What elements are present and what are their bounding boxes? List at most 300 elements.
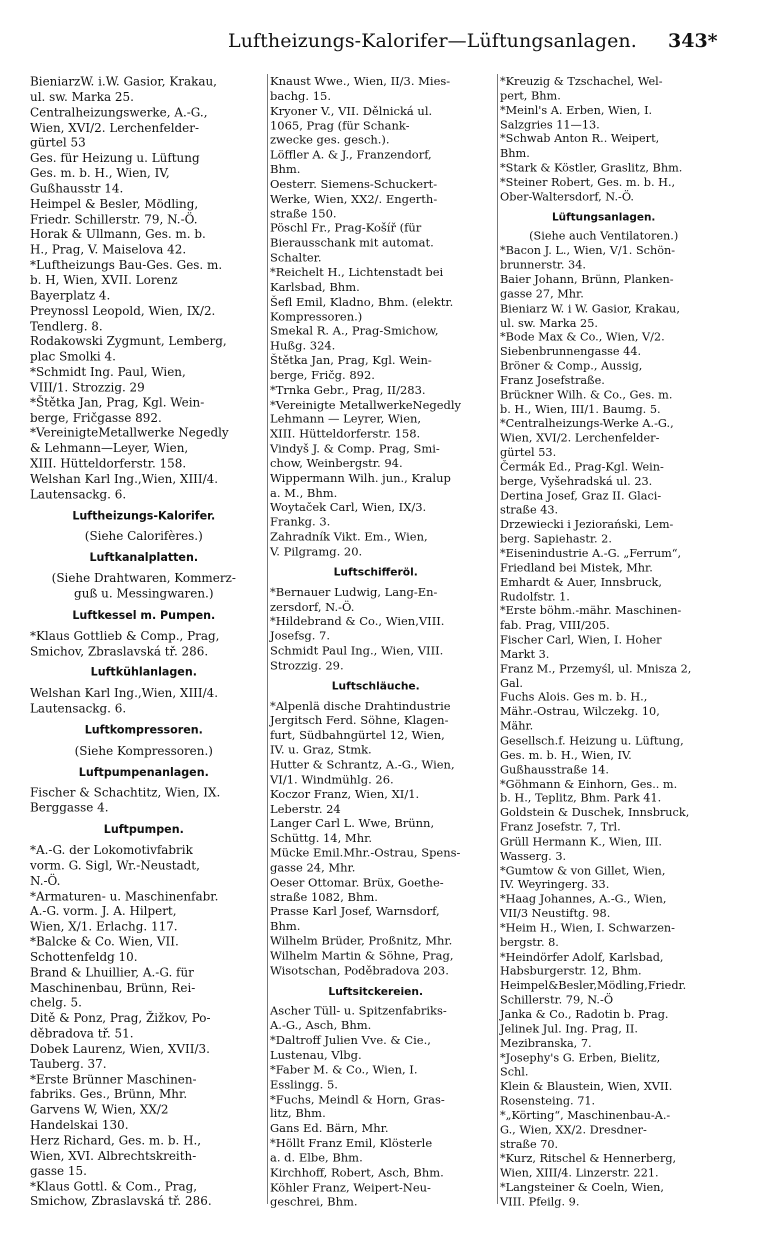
entry-line: Mezibranska, 7. <box>500 1035 592 1050</box>
entry-line: plac Smolki 4. <box>30 349 116 364</box>
entry-line: VIII/1. Strozzig. 29 <box>30 379 145 395</box>
section-heading: Lüftungsanlagen. <box>551 210 656 223</box>
directory-entry <box>500 517 707 546</box>
entry-line: Wien, XVI/2. Lerchenfelder- <box>30 119 199 135</box>
directory-entry <box>30 196 258 227</box>
directory-entry <box>500 132 707 161</box>
page-header <box>0 30 757 58</box>
entry-line: Smichov, Zbraslavská tř. 286. <box>30 643 209 658</box>
entry-line: N.-Ö. <box>30 873 61 888</box>
entry-line: Klein & Blaustein, Wien, XVII. <box>500 1079 673 1093</box>
entry-line: Rudolfstr. 1. <box>500 589 570 603</box>
directory-entry <box>500 604 707 633</box>
entry-line: Mähr.-Ostrau, Wilczekg. 10, <box>500 704 660 719</box>
entry-line: Mücke Emil.Mhr.-Ostrau, Spens- <box>270 845 461 860</box>
entry-line: *Reichelt H., Lichtenstadt bei <box>270 264 444 279</box>
entry-line: A.-G. vorm. J. A. Hilpert, <box>30 903 177 919</box>
entry-line: *Vereinigte MetallwerkeNegedly <box>270 397 462 412</box>
directory-entry <box>500 950 707 979</box>
entry-line: Löffler A. & J., Franzendorf, <box>270 147 432 162</box>
entry-line: Habsburgerstr. 12, Bhm. <box>500 963 642 978</box>
directory-entry <box>500 488 707 517</box>
entry-line: Goldstein & Duschek, Innsbruck, <box>500 805 690 820</box>
directory-entry <box>270 934 481 949</box>
directory-entry <box>500 863 707 892</box>
entry-line: Fuchs Alois. Ges m. b. H., <box>500 690 648 704</box>
directory-entry <box>270 816 481 845</box>
entry-line: Bhm. <box>270 162 301 177</box>
directory-entry <box>30 965 258 1011</box>
entry-line: *Haag Johannes, A.-G., Wien, <box>500 891 667 906</box>
entry-line: Knaust Wwe., Wien, II/3. Mies- <box>270 74 451 88</box>
directory-entry <box>270 500 481 529</box>
entry-line: a. M., Bhm. <box>270 485 338 500</box>
entry-line: Horak & Ullmann, Ges. m. b. <box>30 226 206 242</box>
entry-line: Emhardt & Auer, Innsbruck, <box>500 574 662 589</box>
entry-line: gürtel 53 <box>30 135 86 150</box>
entry-line: *Gumtow & von Gillet, Wien, <box>500 863 666 877</box>
entry-line: *Kurz, Ritschel & Hennerberg, <box>500 1151 677 1165</box>
entry-line: berg. Sapiehastr. 2. <box>500 531 612 546</box>
entry-line: pert, Bhm. <box>500 88 561 103</box>
entry-line: gasse 24, Mhr. <box>270 860 356 875</box>
entry-line: Grüll Hermann K., Wien, III. <box>500 834 663 848</box>
entry-line: Lustenau, Vlbg. <box>270 1047 362 1062</box>
entry-line: Esslingg. 5. <box>270 1077 338 1091</box>
entry-line: Ges. m. b. H., Wien, IV, <box>30 165 170 181</box>
page-number: 343* <box>668 30 718 52</box>
entry-line: děbradova tř. 51. <box>30 1025 134 1041</box>
directory-entry <box>30 303 258 334</box>
directory-entry <box>30 105 258 151</box>
column-divider <box>497 74 498 1204</box>
entry-line: Schottenfeldg 10. <box>30 949 138 964</box>
directory-entry <box>30 257 258 303</box>
directory-entry <box>500 74 707 103</box>
entry-line: Šefl Emil, Kladno, Bhm. (elektr. <box>270 294 454 309</box>
entry-line: Centralheizungswerke, A.-G., <box>30 104 208 120</box>
entry-line: Kirchhoff, Robert, Asch, Bhm. <box>270 1165 444 1180</box>
entry-line: berge, Fričgasse 892. <box>30 410 162 425</box>
entry-line: Fischer & Schachtitz, Wien, IX. <box>30 785 221 800</box>
entry-line: *Klaus Gottlieb & Comp., Prag, <box>30 628 220 643</box>
entry-line: b. H., Teplitz, Bhm. Park 41. <box>500 790 662 805</box>
directory-entry <box>30 1133 258 1179</box>
entry-line: Maschinenbau, Brünn, Rei- <box>30 980 196 995</box>
directory-entry <box>30 888 258 934</box>
directory-entry <box>270 441 481 470</box>
directory-entry <box>30 1011 258 1042</box>
cross-reference-note: (Siehe Kompressoren.) <box>74 742 213 758</box>
directory-entry <box>270 294 481 323</box>
entry-line: *VereinigteMetallwerke Negedly <box>30 425 229 440</box>
section-heading: Luftkühlanlagen. <box>90 665 197 679</box>
page-title: Luftheizungs-Kalorifer—Lüftungsanlagen. <box>228 30 637 52</box>
entry-line: Gußhausstr 14. <box>30 180 124 196</box>
column-right <box>500 74 707 1209</box>
section-heading: Luftschläuche. <box>331 679 420 693</box>
entry-line: *Josephy's G. Erben, Bielitz, <box>500 1050 661 1065</box>
entry-line: *Hildebrand & Co., Wien,VIII. <box>270 614 445 628</box>
entry-line: *Fuchs, Meindl & Horn, Gras- <box>270 1091 445 1106</box>
entry-line: Smichow, Zbraslavská tř. 286. <box>30 1193 212 1209</box>
directory-entry <box>500 388 707 417</box>
entry-line: Frankg. 3. <box>270 514 331 529</box>
entry-line: Dobek Laurenz, Wien, XVII/3. <box>30 1041 210 1056</box>
entry-line: 1065, Prag (für Schank- <box>270 118 410 132</box>
entry-line: *Luftheizungs Bau-Ges. Ges. m. <box>30 257 223 272</box>
entry-line: Franz Josefstraße. <box>500 373 605 387</box>
directory-entry <box>500 575 707 604</box>
directory-entry <box>30 395 258 426</box>
directory-entry <box>500 460 707 489</box>
entry-line: Heimpel&Besler,Mödling,Friedr. <box>500 978 687 992</box>
entry-line: b. H, Wien, XVII. Lorenz <box>30 272 178 288</box>
directory-entry <box>270 1092 481 1121</box>
section-heading: Luftschifferöl. <box>333 565 418 579</box>
entry-line: Fischer Carl, Wien, I. Hoher <box>500 632 662 647</box>
entry-line: Gal. <box>500 675 523 690</box>
entry-line: *Alpenlä dische Drahtindustrie <box>270 698 451 713</box>
entry-line: *Schmidt Ing. Paul, Wien, <box>30 364 186 379</box>
entry-line: Wilhelm Martin & Söhne, Prag, <box>270 948 454 963</box>
cross-reference-note: (Siehe Drahtwaren, Kommerz- <box>51 570 236 586</box>
entry-line: *Erste böhm.-mähr. Maschinen- <box>500 603 682 618</box>
directory-entry <box>270 787 481 816</box>
entry-line: Franz M., Przemyśl, ul. Mnisza 2, <box>500 661 692 675</box>
entry-line: zwecke ges. gesch.). <box>270 132 390 147</box>
directory-entry <box>30 74 258 105</box>
directory-entry <box>500 175 707 204</box>
section-heading: Luftpumpen. <box>103 822 184 836</box>
entry-line: XIII. Hütteldorferstr. 158. <box>30 455 187 471</box>
directory-entry <box>500 777 707 806</box>
entry-line: Strozzig. 29. <box>270 658 344 673</box>
directory-entry <box>500 733 707 776</box>
directory-entry <box>500 632 707 661</box>
entry-line: gasse 27, Mhr. <box>500 286 584 301</box>
directory-entry <box>30 227 258 258</box>
entry-line: Bhm. <box>500 146 530 160</box>
directory-entry <box>270 1004 481 1033</box>
directory-entry <box>270 147 481 176</box>
entry-line: straße 43. <box>500 502 559 517</box>
directory-entry <box>30 150 258 196</box>
entry-line: BieniarzW. i.W. Gasior, Krakau, <box>30 74 217 89</box>
entry-line: Lautensackg. 6. <box>30 486 127 501</box>
entry-line: Vindyš J. & Comp. Prag, Smi- <box>270 441 440 456</box>
entry-line: Jergitsch Ferd. Söhne, Klagen- <box>270 713 449 728</box>
entry-line: H., Prag, V. Maiselova 42. <box>30 242 187 257</box>
directory-entry <box>500 359 707 388</box>
directory-entry <box>270 1033 481 1062</box>
entry-line: *Heindörfer Adolf, Karlsbad, <box>500 949 664 964</box>
entry-line: Köhler Franz, Weipert-Neu- <box>270 1179 431 1194</box>
entry-line: berge, Fričg. 892. <box>270 367 375 382</box>
entry-line: *Armaturen- u. Maschinenfabr. <box>30 888 219 903</box>
entry-line: Wisotschan, Poděbradova 203. <box>270 963 449 977</box>
entry-line: Ditě & Ponz, Prag, Žižkov, Po- <box>30 1010 211 1026</box>
entry-line: Schüttg. 14, Mhr. <box>270 830 372 845</box>
section-heading: Luftkanalplatten. <box>89 550 199 565</box>
entry-line: Dertina Josef, Graz II. Glaci- <box>500 488 662 503</box>
entry-line: Kryoner V., VII. Dělnická ul. <box>270 103 433 118</box>
entry-line: Gans Ed. Bärn, Mhr. <box>270 1121 389 1136</box>
entry-line: Salzgries 11—13. <box>500 117 600 131</box>
entry-line: Mähr. <box>500 718 534 733</box>
entry-line: IV. u. Graz, Stmk. <box>270 742 372 757</box>
directory-entry <box>270 1062 481 1091</box>
entry-line: Prasse Karl Josef, Warnsdorf, <box>270 904 440 919</box>
directory-entry <box>270 74 481 103</box>
entry-line: furt, Südbahngürtel 12, Wien, <box>270 728 445 742</box>
directory-entry <box>500 805 707 834</box>
directory-entry <box>270 846 481 875</box>
directory-entry <box>500 978 707 1007</box>
entry-line: Welshan Karl Ing.,Wien, XIII/4. <box>30 471 219 486</box>
directory-entry <box>500 330 707 359</box>
entry-line: Preynossl Leopold, Wien, IX/2. <box>30 303 216 318</box>
directory-entry <box>500 1180 707 1209</box>
entry-line: Rodakowski Zygmunt, Lemberg, <box>30 333 227 349</box>
entry-line: Schalter. <box>270 250 322 265</box>
directory-entry <box>30 334 258 365</box>
directory-entry <box>30 471 258 502</box>
entry-line: *Steiner Robert, Ges. m. b. H., <box>500 174 676 189</box>
entry-line: *Balcke & Co. Wien, VII. <box>30 934 179 949</box>
entry-line: Wilhelm Brüder, Proßnitz, Mhr. <box>270 933 453 948</box>
directory-entry <box>270 757 481 786</box>
entry-line: a. d. Elbe, Bhm. <box>270 1150 363 1165</box>
entry-line: V. Pilgramg. 20. <box>270 544 363 559</box>
entry-line: *Göhmann & Einhorn, Ges.. m. <box>500 776 678 791</box>
directory-entry <box>270 643 481 672</box>
directory-entry <box>270 1165 481 1180</box>
cross-reference-note: guß u. Messingwaren.) <box>74 586 214 601</box>
directory-entry <box>30 843 258 889</box>
entry-line: Franz Josefstr. 7, Trl. <box>500 819 621 834</box>
entry-line: *Stark & Köstler, Graslitz, Bhm. <box>500 160 683 175</box>
entry-line: Friedland bei Mistek, Mhr. <box>500 560 653 575</box>
entry-line: *Bacon J. L., Wien, V/1. Schön- <box>500 243 676 258</box>
directory-entry <box>270 471 481 500</box>
entry-line: IV. Weyringerg. 33. <box>500 877 610 892</box>
entry-line: Josefsg. 7. <box>270 628 330 643</box>
entry-line: *„Körting“, Maschinenbau-A.- <box>500 1108 671 1122</box>
entry-line: Garvens W, Wien, XX/2 <box>30 1102 169 1117</box>
entry-line: Ges. für Heizung u. Lüftung <box>30 150 200 165</box>
directory-entry <box>500 546 707 575</box>
entry-line: Jelinek Jul. Ing. Prag, II. <box>500 1021 638 1036</box>
entry-line: *Schwab Anton R.. Weipert, <box>500 131 660 146</box>
entry-line: zersdorf, N.-Ö. <box>270 599 355 614</box>
entry-line: *Langsteiner & Coeln, Wien, <box>500 1180 665 1194</box>
entry-line: litz, Bhm. <box>270 1106 326 1121</box>
entry-line: Welshan Karl Ing.,Wien, XIII/4. <box>30 685 219 701</box>
cross-reference-note: (Siehe Calorifères.) <box>84 528 203 544</box>
directory-entry <box>500 103 707 132</box>
directory-entry <box>500 160 707 174</box>
entry-line: *Centralheizungs-Werke A.-G., <box>500 416 674 430</box>
directory-entry <box>270 1180 481 1209</box>
entry-line: Pöschl Fr., Prag-Košíř (für <box>270 220 422 235</box>
entry-line: Herz Richard, Ges. m. b. H., <box>30 1132 202 1148</box>
entry-line: chow, Weinbergstr. 94. <box>270 455 403 470</box>
entry-line: VII/3 Neustiftg. 98. <box>500 906 611 920</box>
entry-line: Čermák Ed., Prag-Kgl. Wein- <box>500 459 664 474</box>
section-heading: Luftsitckereien. <box>328 984 424 998</box>
directory-entry <box>270 948 481 977</box>
entry-line: G., Wien, XX/2. Dresdner- <box>500 1122 647 1137</box>
entry-line: Lehmann — Leyrer, Wien, <box>270 411 422 426</box>
directory-entry <box>270 875 481 904</box>
directory-entry <box>30 686 258 717</box>
entry-line: *Trnka Gebr., Prag, II/283. <box>270 382 426 397</box>
directory-entry <box>500 272 707 301</box>
entry-line: Bierausschank mit automat. <box>270 235 434 250</box>
entry-line: VI/1. Windmühlg. 26. <box>270 772 394 786</box>
directory-entry <box>270 529 481 558</box>
entry-line: *Höllt Franz Emil, Klösterle <box>270 1135 433 1150</box>
section-heading: Luftkompressoren. <box>84 722 203 737</box>
directory-entry <box>270 585 481 614</box>
entry-line: Bieniarz W. i W. Gasior, Krakau, <box>500 301 680 315</box>
entry-line: Gesellsch.f. Heizung u. Lüftung, <box>500 733 684 748</box>
entry-line: *Daltroff Julien Vve. & Cie., <box>270 1032 431 1047</box>
directory-entry <box>30 1179 258 1210</box>
entry-line: Markt 3. <box>500 646 550 661</box>
directory-entry <box>270 265 481 294</box>
entry-line: chelg. 5. <box>30 995 82 1010</box>
entry-line: Baier Johann, Brünn, Planken- <box>500 272 674 286</box>
entry-line: *Faber M. & Co., Wien, I. <box>270 1062 418 1077</box>
directory-entry <box>270 904 481 933</box>
entry-line: *Klaus Gottl. & Com., Prag, <box>30 1178 198 1194</box>
directory-entry <box>500 243 707 272</box>
directory-entry <box>30 1102 258 1133</box>
entry-line: Kompressoren.) <box>270 309 363 323</box>
entry-line: Berggasse 4. <box>30 800 109 815</box>
entry-line: Zahradník Vikt. Em., Wien, <box>270 529 428 544</box>
column-divider <box>267 74 268 1204</box>
entry-line: *Eisenindustrie A.-G. „Ferrum“, <box>500 546 682 560</box>
entry-line: Brand & Lhuillier, A.-G. für <box>30 964 194 980</box>
entry-line: ul. sw. Marka 25. <box>500 315 598 330</box>
column-middle <box>270 74 481 1209</box>
entry-line: Wien, XVI/2. Lerchenfelder- <box>500 430 660 445</box>
cross-reference-note: (Siehe auch Ventilatoren.) <box>529 229 679 243</box>
entry-line: Janka & Co., Radotin b. Prag. <box>500 1007 669 1021</box>
entry-line: Ober-Waltersdorf, N.-Ö. <box>500 189 635 203</box>
entry-line: Karlsbad, Bhm. <box>270 279 360 294</box>
entry-line: *A.-G. der Lokomotivfabrik <box>30 842 193 857</box>
entry-line: Bhm. <box>270 919 301 933</box>
directory-entry <box>500 416 707 459</box>
entry-line: ul. sw. Marka 25. <box>30 89 134 104</box>
entry-line: Hußg. 324. <box>270 338 336 353</box>
entry-line: Wippermann Wilh. jun., Kralup <box>270 470 451 485</box>
entry-line: Heimpel & Besler, Mödling, <box>30 196 199 211</box>
entry-line: Werke, Wien, XX2/. Engerth- <box>270 191 438 206</box>
entry-line: straße 70. <box>500 1136 559 1151</box>
entry-line: Friedr. Schillerstr. 79, N.-Ö. <box>30 211 198 226</box>
directory-entry <box>500 1007 707 1021</box>
entry-line: Schillerstr. 79, N.-Ö <box>500 992 614 1007</box>
directory-entry <box>270 324 481 353</box>
entry-line: *Heim H., Wien, I. Schwarzen- <box>500 920 675 935</box>
entry-line: Hutter & Schrantz, A.-G., Wien, <box>270 757 455 772</box>
entry-line: Bayerplatz 4. <box>30 287 111 303</box>
entry-line: *Štětka Jan, Prag, Kgl. Wein- <box>30 394 205 410</box>
directory-entry <box>270 383 481 398</box>
directory-entry <box>500 301 707 330</box>
entry-line: straße 1082, Bhm. <box>270 889 378 904</box>
entry-line: Leberstr. 24 <box>270 801 341 816</box>
entry-line: Ges. m. b. H., Wien, IV. <box>500 747 632 762</box>
entry-line: XIII. Hütteldorferstr. 158. <box>270 426 421 441</box>
entry-line: straße 150. <box>270 206 337 221</box>
entry-line: A.-G., Asch, Bhm. <box>270 1018 372 1033</box>
entry-line: Štětka Jan, Prag, Kgl. Wein- <box>270 353 432 368</box>
directory-entry <box>30 785 258 816</box>
entry-line: fab. Prag, VIII/205. <box>500 618 610 632</box>
entry-line: Drzewiecki i Jeziorański, Lem- <box>500 517 674 531</box>
directory-entry <box>30 425 258 471</box>
entry-line: *Meinl's A. Erben, Wien, I. <box>500 102 653 117</box>
entry-line: fabriks. Ges., Brünn, Mhr. <box>30 1086 188 1102</box>
entry-line: Oeser Ottomar. Brüx, Goethe- <box>270 874 444 889</box>
entry-line: brunnerstr. 34. <box>500 257 586 272</box>
entry-line: Oesterr. Siemens-Schuckert- <box>270 176 438 191</box>
entry-line: *Erste Brünner Maschinen- <box>30 1071 197 1087</box>
directory-entry <box>270 397 481 441</box>
directory-entry <box>500 661 707 690</box>
entry-line: Smekal R. A., Prag-Smichow, <box>270 323 439 338</box>
entry-line: Wien, X/1. Erlachg. 117. <box>30 918 178 934</box>
directory-entry <box>270 221 481 265</box>
entry-line: Bröner & Comp., Aussig, <box>500 358 643 373</box>
directory-entry <box>270 1136 481 1165</box>
entry-line: Schl. <box>500 1064 529 1079</box>
entry-line: Wien, XIII/4. Linzerstr. 221. <box>500 1165 659 1180</box>
entry-line: Brückner Wilh. & Co., Ges. m. <box>500 387 673 402</box>
directory-entry <box>270 614 481 643</box>
entry-line: b. H., Wien, III/1. Baumg. 5. <box>500 401 661 416</box>
directory-entry <box>30 1072 258 1103</box>
entry-line: berge, Vyšehradská ul. 23. <box>500 473 653 488</box>
entry-line: Koczor Franz, Wien, XI/1. <box>270 786 420 801</box>
entry-line: bachg. 15. <box>270 88 331 103</box>
directory-entry <box>270 353 481 382</box>
directory-entry <box>500 1108 707 1151</box>
entry-line: VIII. Pfeilg. 9. <box>500 1194 580 1209</box>
directory-entry <box>30 628 258 659</box>
directory-entry <box>500 834 707 863</box>
directory-entry <box>270 699 481 758</box>
directory-entry <box>500 921 707 950</box>
entry-line: *Kreuzig & Tzschachel, Wel- <box>500 74 663 88</box>
directory-entry <box>270 1121 481 1136</box>
directory-entry <box>500 690 707 733</box>
entry-line: Rosensteing. 71. <box>500 1093 596 1108</box>
directory-entry <box>500 1022 707 1051</box>
entry-line: *Bode Max & Co., Wien, V/2. <box>500 329 665 344</box>
entry-line: Schmidt Paul Ing., Wien, VIII. <box>270 643 444 658</box>
entry-line: gürtel 53. <box>500 445 557 459</box>
section-heading: Luftpumpenanlagen. <box>78 765 209 779</box>
entry-line: Handelskai 130. <box>30 1117 129 1132</box>
section-heading: Luftkessel m. Pumpen. <box>72 608 216 622</box>
